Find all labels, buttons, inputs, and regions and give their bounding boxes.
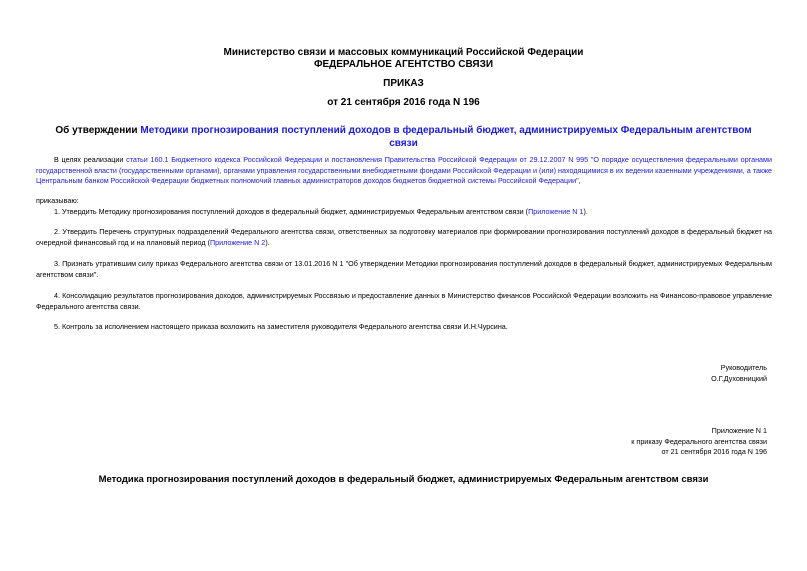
title-prefix: Об утверждении <box>55 125 141 136</box>
item-5: 5. Контроль за исполнением настоящего приказа возложить на заместителя руководителя Федерального агентства связи И.Н.Чурсина. <box>54 322 508 331</box>
item-2-text: 2. Утвердить Перечень структурных подразделений Федерального агентства связи, ответственных за подготовку материалов при формировании прогнозирования поступлений доходов в федеральный бюджет на очередной финансовый год и на плановый период ( <box>36 227 772 247</box>
title-link[interactable]: Методики прогнозирования поступлений доходов в федеральный бюджет, администрируемых Федеральным агентством связи <box>140 125 752 149</box>
annex-line-1: Приложение N 1 <box>711 426 767 435</box>
item-4: 4. Консолидацию результатов прогнозирования доходов, администрируемых Россвязью и предоставление данных в Министерство финансов Российской Федерации возложить на Финансово-правовое управление Федерального агентства связи. <box>36 291 772 311</box>
preamble-paragraph <box>36 155 772 187</box>
annex-line-3: от 21 сентября 2016 года N 196 <box>661 447 767 456</box>
signature-block <box>711 363 767 384</box>
item-1-text: 1. Утвердить Методику прогнозирования поступлений доходов в федеральный бюджет, администрируемых Федеральным агентством связи ( <box>54 207 529 216</box>
annex-header <box>631 426 767 458</box>
preamble-end: , <box>578 176 581 185</box>
orders-label: приказываю: <box>36 196 79 205</box>
annex-line-2: к приказу Федерального агентства связи <box>631 436 767 446</box>
item-1-end: ). <box>583 207 588 216</box>
signer-role: Руководитель <box>720 363 767 372</box>
ministry-name: Министерство связи и массовых коммуникаций Российской Федерации <box>223 47 584 58</box>
method-title: Методика прогнозирования поступлений доходов в федеральный бюджет, администрируемых Федеральным агентством связи <box>98 474 709 485</box>
item-2 <box>36 227 772 248</box>
doc-type: ПРИКАЗ <box>383 78 424 89</box>
annex-1-link[interactable]: Приложение N 1 <box>528 207 584 216</box>
signer-name: О.Г.Духовницкий <box>711 373 767 383</box>
preamble-link[interactable]: статьи 160.1 Бюджетного кодекса Российской Федерации и постановления Правительства Российской Федерации от 29.12.2007 N 995 "О порядке осуществления федеральными органами государственной власти (государственными органами), органами управления государственными внебюджетными фондами Российской Федерации и (или) находящимися в их ведении казенными учреждениями, а также Центральным банком Российской Федерации бюджетных полномочий главных администраторов доходов бюджетов бюджетной системы Российской Федерации" <box>36 155 773 185</box>
item-2-end: ). <box>265 237 270 247</box>
page-title <box>40 124 767 150</box>
preamble-text: В целях реализации <box>54 155 127 164</box>
item-3: 3. Признать утратившим силу приказ Федерального агентства связи от 13.01.2016 N 1 "Об утверждении Методики прогнозирования поступлений доходов в федеральный бюджет, администрируемых Федеральным агентством связи". <box>36 259 772 279</box>
doc-date: от 21 сентября 2016 года N 196 <box>327 97 480 108</box>
agency-name: ФЕДЕРАЛЬНОЕ АГЕНТСТВО СВЯЗИ <box>313 59 494 70</box>
annex-2-link[interactable]: Приложение N 2 <box>209 237 266 247</box>
item-1 <box>36 207 772 218</box>
